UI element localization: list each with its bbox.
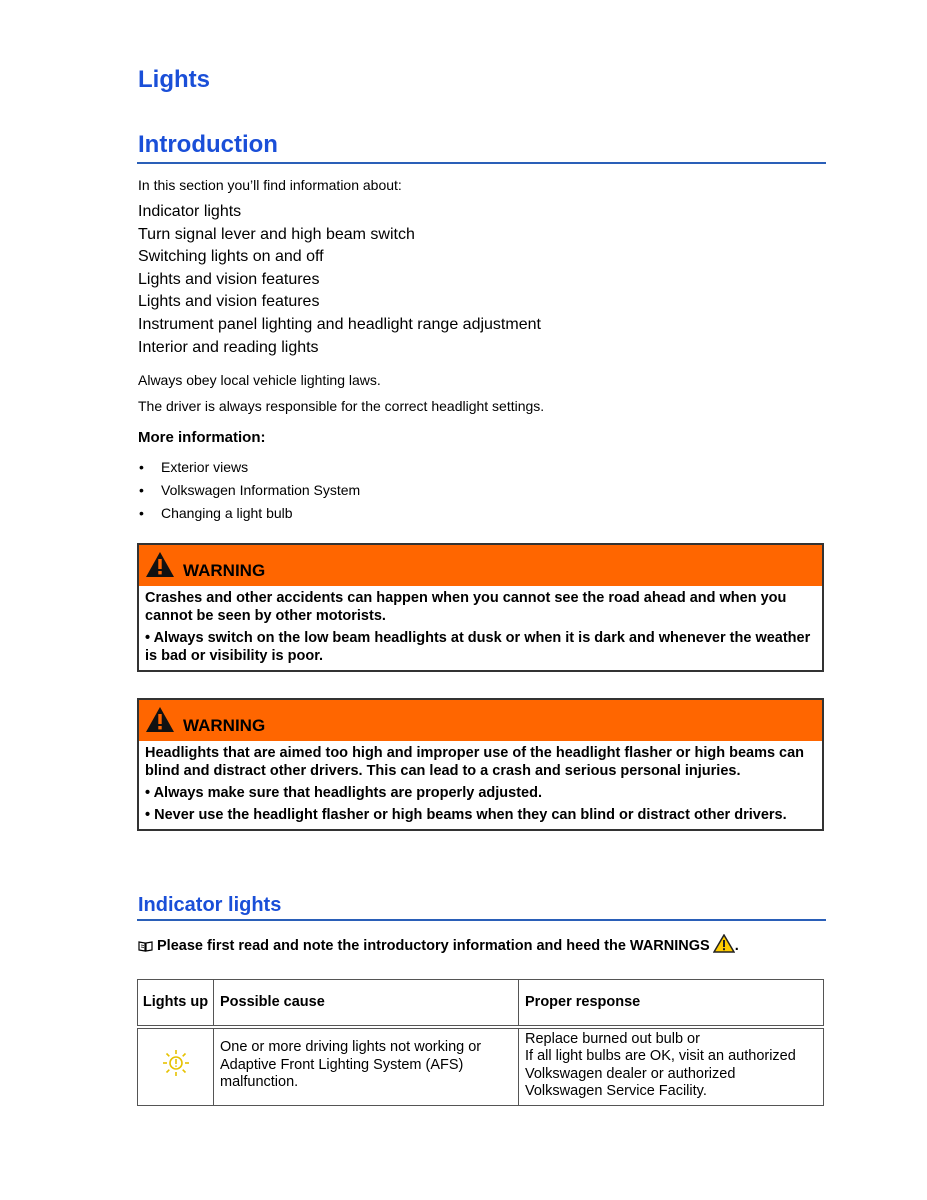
- warning-triangle-icon: [713, 934, 735, 953]
- intro-text: In this section you’ll find information about:: [138, 177, 402, 193]
- response-line: Volkswagen dealer or authorized: [525, 1065, 736, 1082]
- bullet: •: [139, 504, 144, 521]
- warning-body: [139, 741, 822, 829]
- warning-triangle-icon: [145, 551, 175, 578]
- indicator-table: [137, 979, 824, 1106]
- response-line: Volkswagen Service Facility.: [525, 1083, 707, 1099]
- bullet: •: [139, 459, 144, 475]
- warning-triangle-icon: [145, 706, 175, 733]
- indicator-lights-heading: Indicator lights: [138, 894, 282, 916]
- more-info-item[interactable]: [138, 502, 360, 525]
- column-header-possible-cause: Possible cause: [214, 980, 519, 1027]
- topic-link-instrument-panel[interactable]: Instrument panel lighting and headlight range adjustment: [138, 315, 541, 333]
- column-header-proper-response: Proper response: [519, 980, 824, 1027]
- warning-box-1: [137, 543, 824, 672]
- warning-title: WARNING: [183, 716, 266, 735]
- more-info-heading: More information:: [138, 429, 266, 446]
- topic-link-switching-lights[interactable]: Switching lights on and off: [138, 248, 324, 266]
- warning-box-2: [137, 698, 824, 831]
- proper-response-cell: [519, 1027, 824, 1106]
- table-header-row: [138, 980, 824, 1027]
- driver-responsibility-text: The driver is always responsible for the correct headlight settings.: [138, 398, 545, 414]
- section-divider: [137, 162, 826, 164]
- more-info-item[interactable]: [138, 479, 360, 502]
- page-title: Lights: [138, 66, 210, 93]
- section-title: Introduction: [138, 131, 278, 158]
- lights-up-cell: [138, 1027, 214, 1106]
- more-info-item[interactable]: [138, 456, 360, 479]
- read-first-text: Please first read and note the introductory information and heed the WARNINGS: [157, 938, 710, 954]
- bullet: •: [139, 481, 144, 498]
- response-line: Replace burned out bulb or: [525, 1030, 700, 1047]
- warning-text: Headlights that are aimed too high and improper use of the headlight flasher or high beams can blind and distract other drivers. This can lead to a crash and serious personal injuries.: [145, 745, 805, 779]
- more-info-list: [138, 456, 360, 524]
- warning-bullet: • Never use the headlight flasher or high beams when they can blind or distract other drivers.: [145, 807, 787, 823]
- topic-link-lights-vision-2[interactable]: Lights and vision features: [138, 293, 320, 311]
- more-info-label: Changing a light bulb: [161, 504, 293, 521]
- topic-link-interior-lights[interactable]: Interior and reading lights: [138, 338, 319, 356]
- headlight-warning-icon: [161, 1048, 191, 1078]
- topic-link-indicator-lights[interactable]: Indicator lights: [138, 203, 242, 220]
- book-icon: [138, 940, 153, 952]
- possible-cause-cell: One or more driving lights not working or Adaptive Front Lighting System (AFS) malfunction.: [214, 1027, 519, 1106]
- warning-text: Crashes and other accidents can happen when you cannot see the road ahead and when you cannot be seen by other motorists.: [145, 590, 787, 624]
- warning-header: [139, 545, 822, 586]
- obey-text: Always obey local vehicle lighting laws.: [138, 372, 381, 388]
- table-row: [138, 1027, 824, 1106]
- warning-bullet: • Always make sure that headlights are properly adjusted.: [145, 785, 542, 801]
- topic-link-lights-vision-1[interactable]: Lights and vision features: [138, 270, 320, 288]
- warning-bullet: • Always switch on the low beam headlights at dusk or when it is dark and whenever the weather is bad or visibility is poor.: [145, 630, 811, 664]
- indicator-divider: [137, 919, 826, 921]
- topic-link-turn-signal[interactable]: Turn signal lever and high beam switch: [138, 225, 415, 243]
- warning-title: WARNING: [183, 561, 266, 580]
- read-first-note: [138, 934, 739, 954]
- note-end: .: [734, 938, 739, 954]
- topic-list: [138, 201, 541, 359]
- warning-header: [139, 700, 822, 741]
- column-header-lights-up: Lights up: [138, 980, 214, 1027]
- more-info-label: Volkswagen Information System: [161, 481, 361, 498]
- warning-body: [139, 586, 822, 670]
- response-line: If all light bulbs are OK, visit an authorized: [525, 1048, 796, 1064]
- more-info-label: Exterior views: [161, 459, 249, 475]
